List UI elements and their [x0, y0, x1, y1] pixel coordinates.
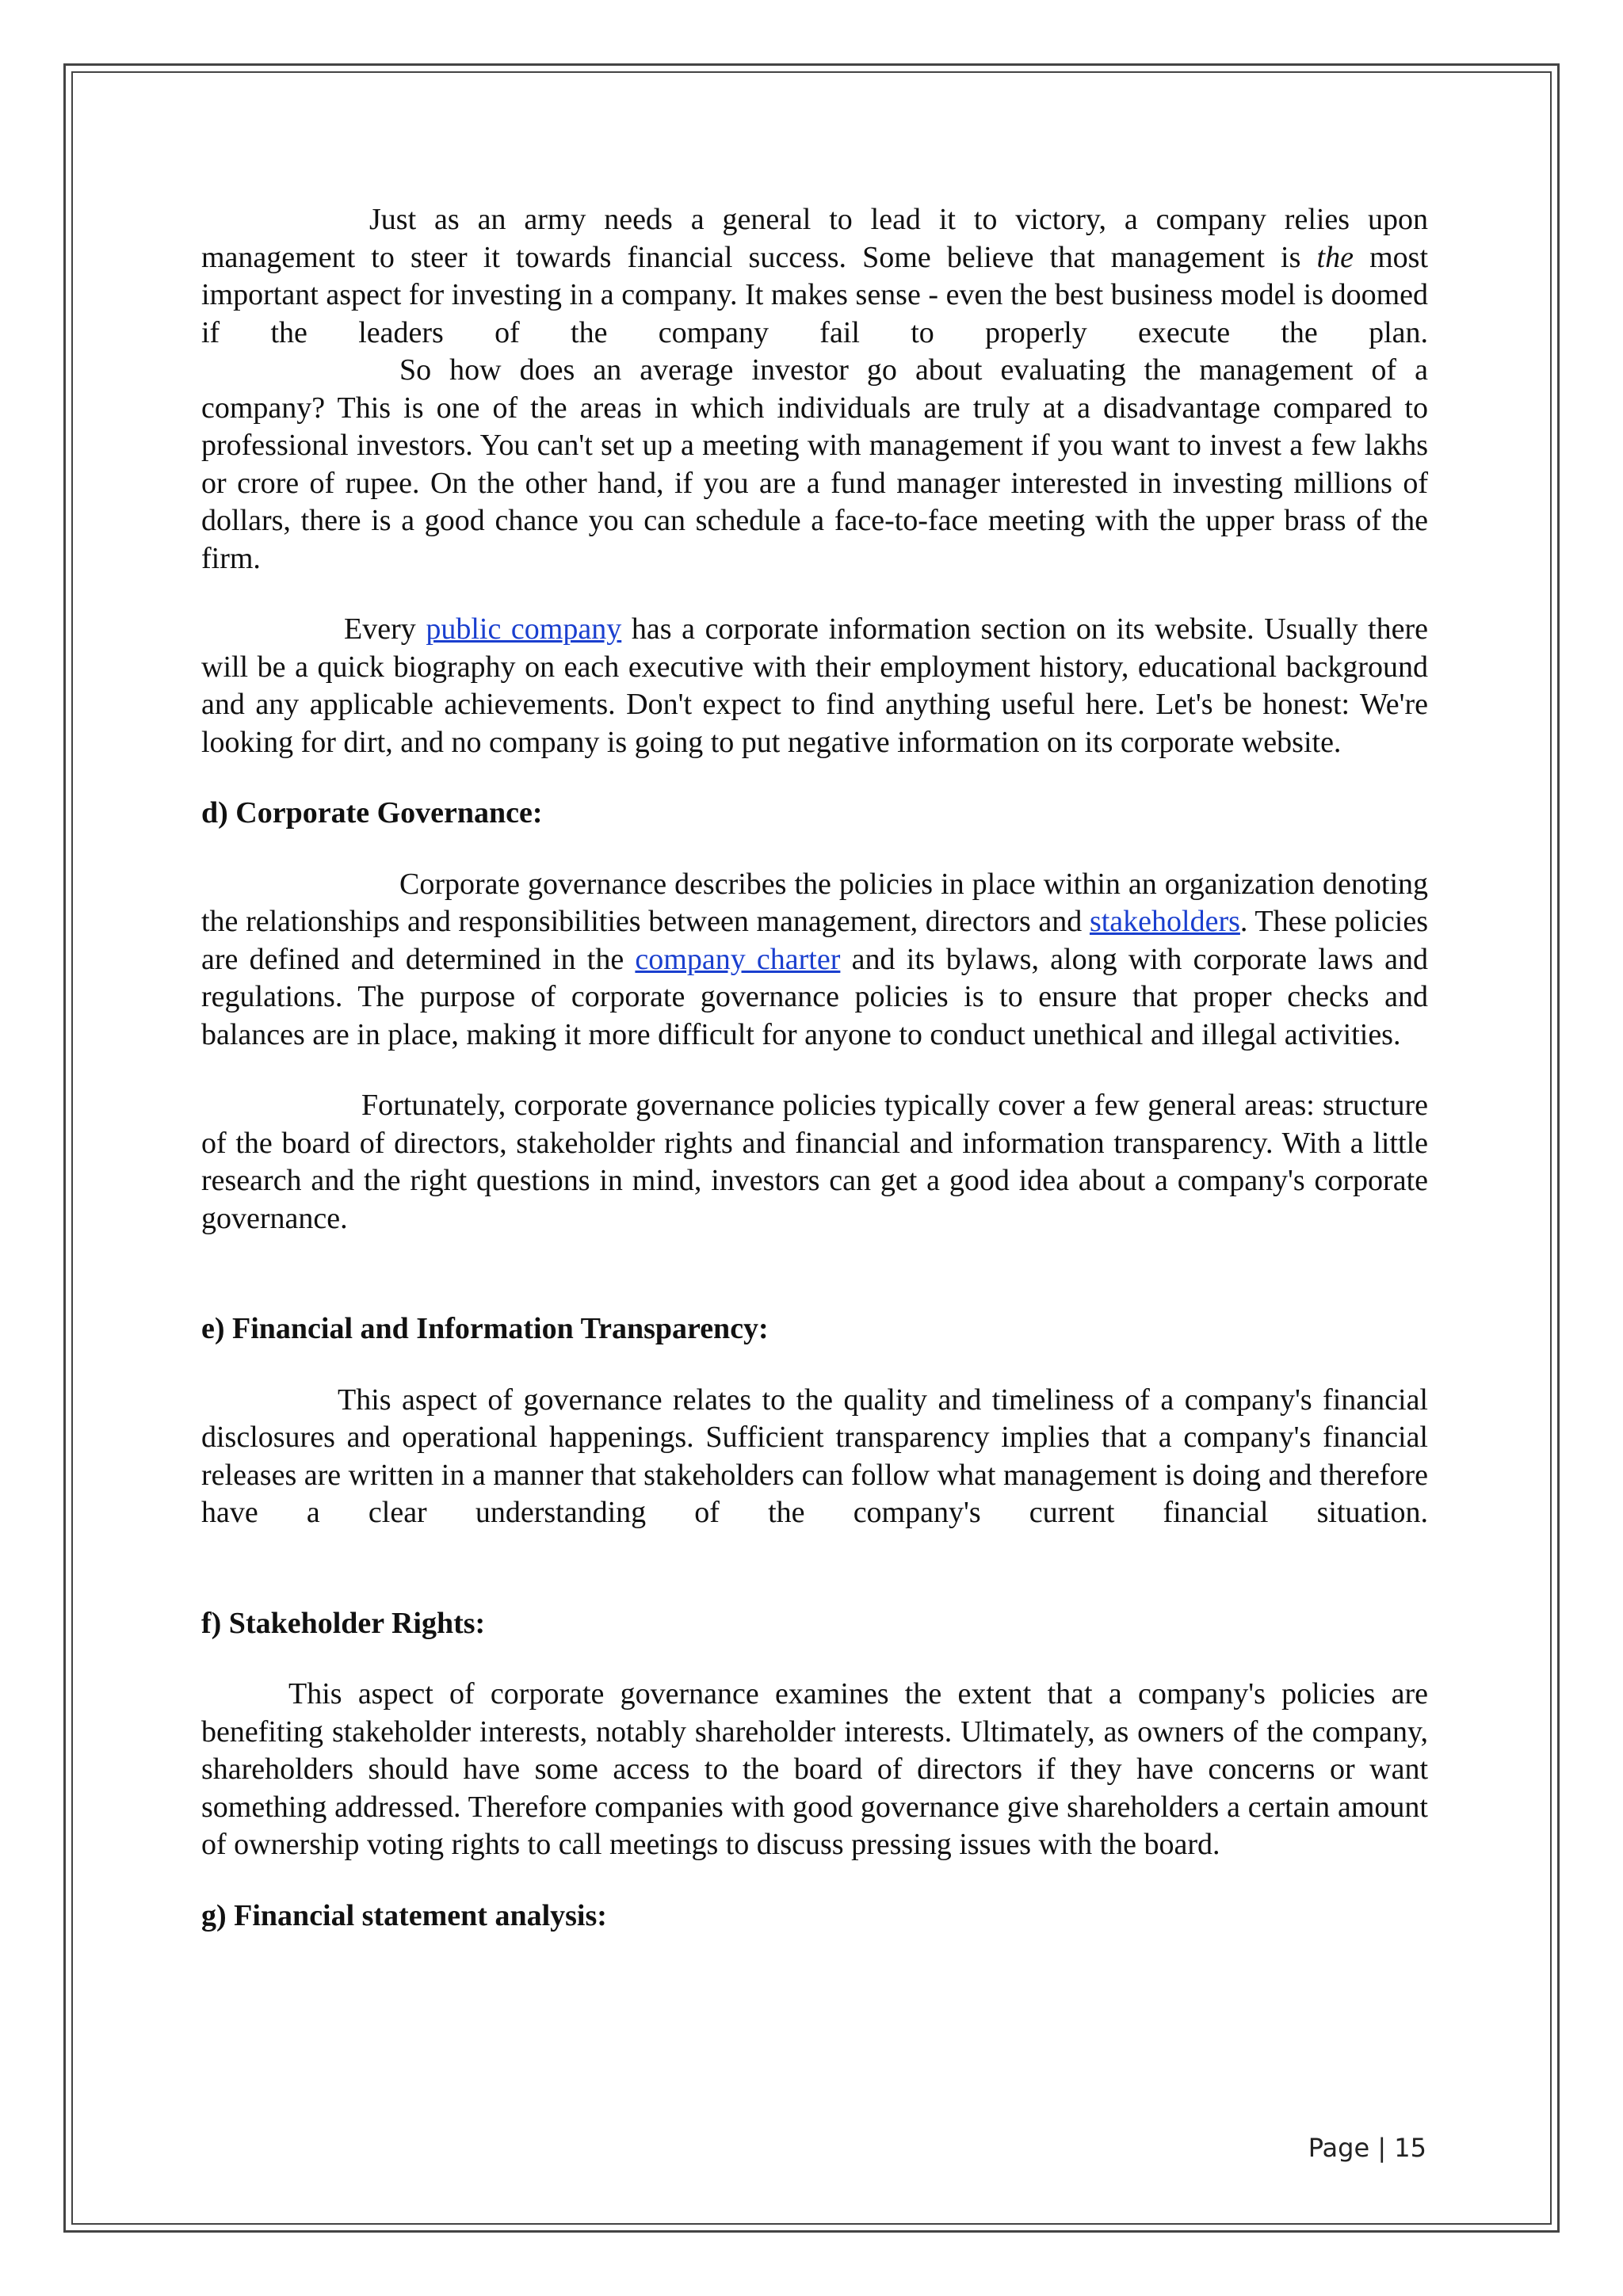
- document-body: [201, 201, 1428, 1935]
- management-paragraph-3: Every public company has a corporate information section on its website. Usually there will be a quick biography on each executive with their employment history, educational background and any applicable achievements. Don't expect to find anything useful here. Let's be honest: We're looking for dirt, and no company is going to put negative information on its corporate website.: [201, 612, 1428, 759]
- stakeholders-link[interactable]: stakeholders: [1089, 905, 1240, 938]
- governance-paragraph-2: Fortunately, corporate governance policies typically cover a few general areas: structure of the board of directors, stakeholder rights and financial and information transparency. With a little research and the right questions in mind, investors can get a good idea about a company's corporate governance.: [201, 1089, 1428, 1235]
- management-paragraph-2: So how does an average investor go about evaluating the management of a company? This is one of the areas in which individuals are truly at a disadvantage compared to professional investors. You can't set up a meeting with management if you want to invest a few lakhs or crore of rupee. On the other hand, if you are a fund manager interested in investing millions of dollars, there is a good chance you can schedule a face-to-face meeting with the upper brass of the firm.: [201, 353, 1428, 575]
- stakeholder-rights-paragraph-1: This aspect of corporate governance examines the extent that a company's policies are benefiting stakeholder interests, notably shareholder interests. Ultimately, as owners of the company, shareholders should have some access to the board of directors if they have concerns or want something addressed. Therefore companies with good governance give shareholders a certain amount of ownership voting rights to call meetings to discuss pressing issues with the board.: [201, 1677, 1428, 1861]
- emphasis-the: the: [1316, 240, 1354, 274]
- financial-statement-heading: g) Financial statement analysis:: [201, 1898, 607, 1932]
- transparency-heading: e) Financial and Information Transparency:: [201, 1312, 769, 1345]
- public-company-link[interactable]: public company: [426, 612, 622, 646]
- management-paragraph-1: Just as an army needs a general to lead it to victory, a company relies upon management to steer it towards financial success. Some believe that management is the most important aspect for investing in a company. It makes sense - even the best business model is doomed if the leaders of the company fail to properly execute the plan.: [201, 203, 1429, 349]
- governance-paragraph-1: Corporate governance describes the policies in place within an organization denoting the relationships and responsibilities between management, directors and stakeholders. These policies are defined and determined in the company charter and its bylaws, along with corporate laws and regulations. The purpose of corporate governance policies is to ensure that proper checks and balances are in place, making it more difficult for anyone to conduct unethical and illegal activities.: [201, 867, 1429, 1051]
- page-number: Page | 15: [1308, 2133, 1426, 2163]
- company-charter-link[interactable]: company charter: [635, 942, 841, 976]
- stakeholder-rights-heading: f) Stakeholder Rights:: [201, 1606, 486, 1640]
- corporate-governance-heading: d) Corporate Governance:: [201, 796, 543, 830]
- transparency-paragraph-1: This aspect of governance relates to the quality and timeliness of a company's financial disclosures and operational happenings. Sufficient transparency implies that a company's financial releases are written in a manner that stakeholders can follow what management is doing and therefore have a clear understanding of the company's current financial situation.: [201, 1383, 1428, 1529]
